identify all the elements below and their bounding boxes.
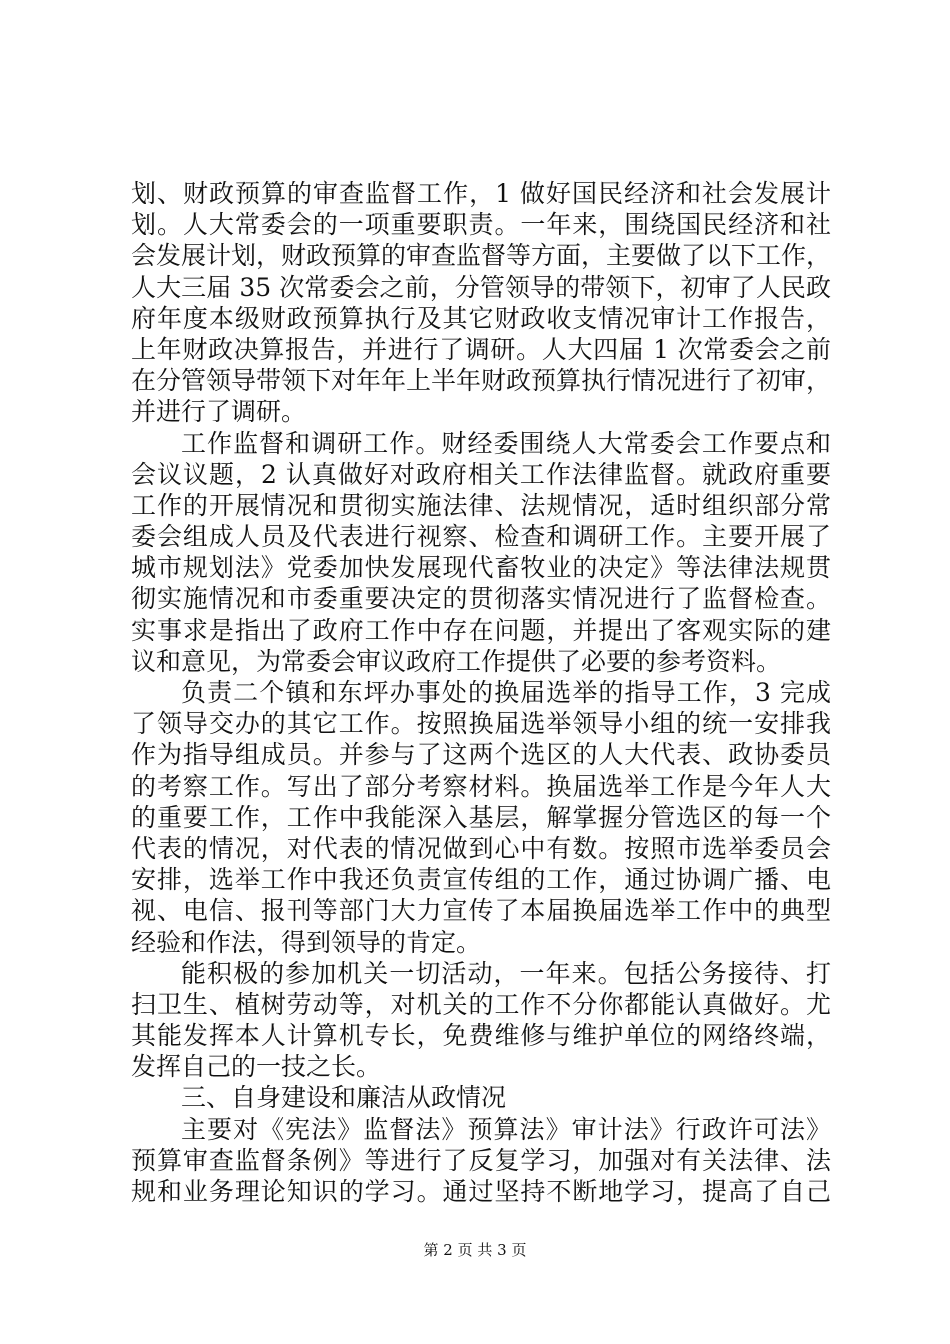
text-line: 在分管领导带领下对年年上半年财政预算执行情况进行了初审， [131, 366, 832, 396]
text-line: 划、财政预算的审查监督工作，1 做好国民经济和社会发展计 [131, 179, 831, 208]
text-line: 了领导交办的其它工作。按照换届选举领导小组的统一安排我 [131, 709, 831, 739]
text-line: 彻实施情况和市委重要决定的贯彻落实情况进行了监督检查。 [131, 584, 831, 614]
text-line: 城市规划法》党委加快发展现代畜牧业的决定》等法律法规贯 [131, 553, 831, 583]
text-line: 划。人大常委会的一项重要职责。一年来，围绕国民经济和社 [131, 210, 831, 240]
text-line: 经验和作法，得到领导的肯定。 [131, 927, 482, 957]
text-line: 委会组成人员及代表进行视察、检查和调研工作。主要开展了 [131, 522, 831, 552]
text-line: 会发展计划，财政预算的审查监督等方面，主要做了以下工作， [131, 241, 832, 271]
text-line: 其能发挥本人计算机专长，免费维修与维护单位的网络终端， [131, 1021, 831, 1051]
text-line: 发挥自己的一技之长。 [131, 1052, 382, 1082]
text-line: 人大三届 35 次常委会之前，分管领导的带领下，初审了人民政 [131, 272, 831, 302]
text-line: 上年财政决算报告，并进行了调研。人大四届 1 次常委会之前 [131, 334, 831, 364]
text-line: 预算审查监督条例》等进行了反复学习，加强对有关法律、法 [131, 1145, 831, 1175]
text-line: 的重要工作，工作中我能深入基层，解掌握分管选区的每一个 [131, 802, 831, 832]
text-line: 的考察工作。写出了部分考察材料。换届选举工作是今年人大 [131, 771, 831, 801]
document-body [131, 178, 831, 1207]
text-line: 安排，选举工作中我还负责宣传组的工作，通过协调广播、电 [131, 865, 831, 895]
text-line: 工作的开展情况和贯彻实施法律、法规情况，适时组织部分常 [131, 490, 831, 520]
text-line: 府年度本级财政预算执行及其它财政收支情况审计工作报告， [131, 303, 831, 333]
paragraph-first-line: 主要对《宪法》监督法》预算法》审计法》行政许可法》 [181, 1114, 831, 1144]
text-line: 议和意见，为常委会审议政府工作提供了必要的参考资料。 [131, 646, 782, 676]
text-line: 会议议题，2 认真做好对政府相关工作法律监督。就政府重要 [131, 459, 831, 489]
section-heading: 三、自身建设和廉洁从政情况 [181, 1083, 507, 1113]
text-line: 扫卫生、植树劳动等，对机关的工作不分你都能认真做好。尤 [131, 989, 831, 1019]
text-line: 视、电信、报刊等部门大力宣传了本届换届选举工作中的典型 [131, 896, 831, 926]
paragraph-first-line: 负责二个镇和东坪办事处的换届选举的指导工作，3 完成 [181, 678, 831, 707]
paragraph-first-line: 工作监督和调研工作。财经委围绕人大常委会工作要点和 [181, 428, 831, 458]
text-line: 实事求是指出了政府工作中存在问题，并提出了客观实际的建 [131, 615, 831, 645]
paragraph-first-line: 能积极的参加机关一切活动，一年来。包括公务接待、打 [181, 958, 831, 988]
text-line: 代表的情况，对代表的情况做到心中有数。按照市选举委员会 [131, 833, 831, 863]
page-number-footer: 第 2 页 共 3 页 [423, 1241, 527, 1259]
text-line: 作为指导组成员。并参与了这两个选区的人大代表、政协委员 [131, 740, 831, 770]
text-line: 并进行了调研。 [131, 397, 307, 427]
text-line: 规和业务理论知识的学习。通过坚持不断地学习，提高了自己 [131, 1177, 831, 1206]
